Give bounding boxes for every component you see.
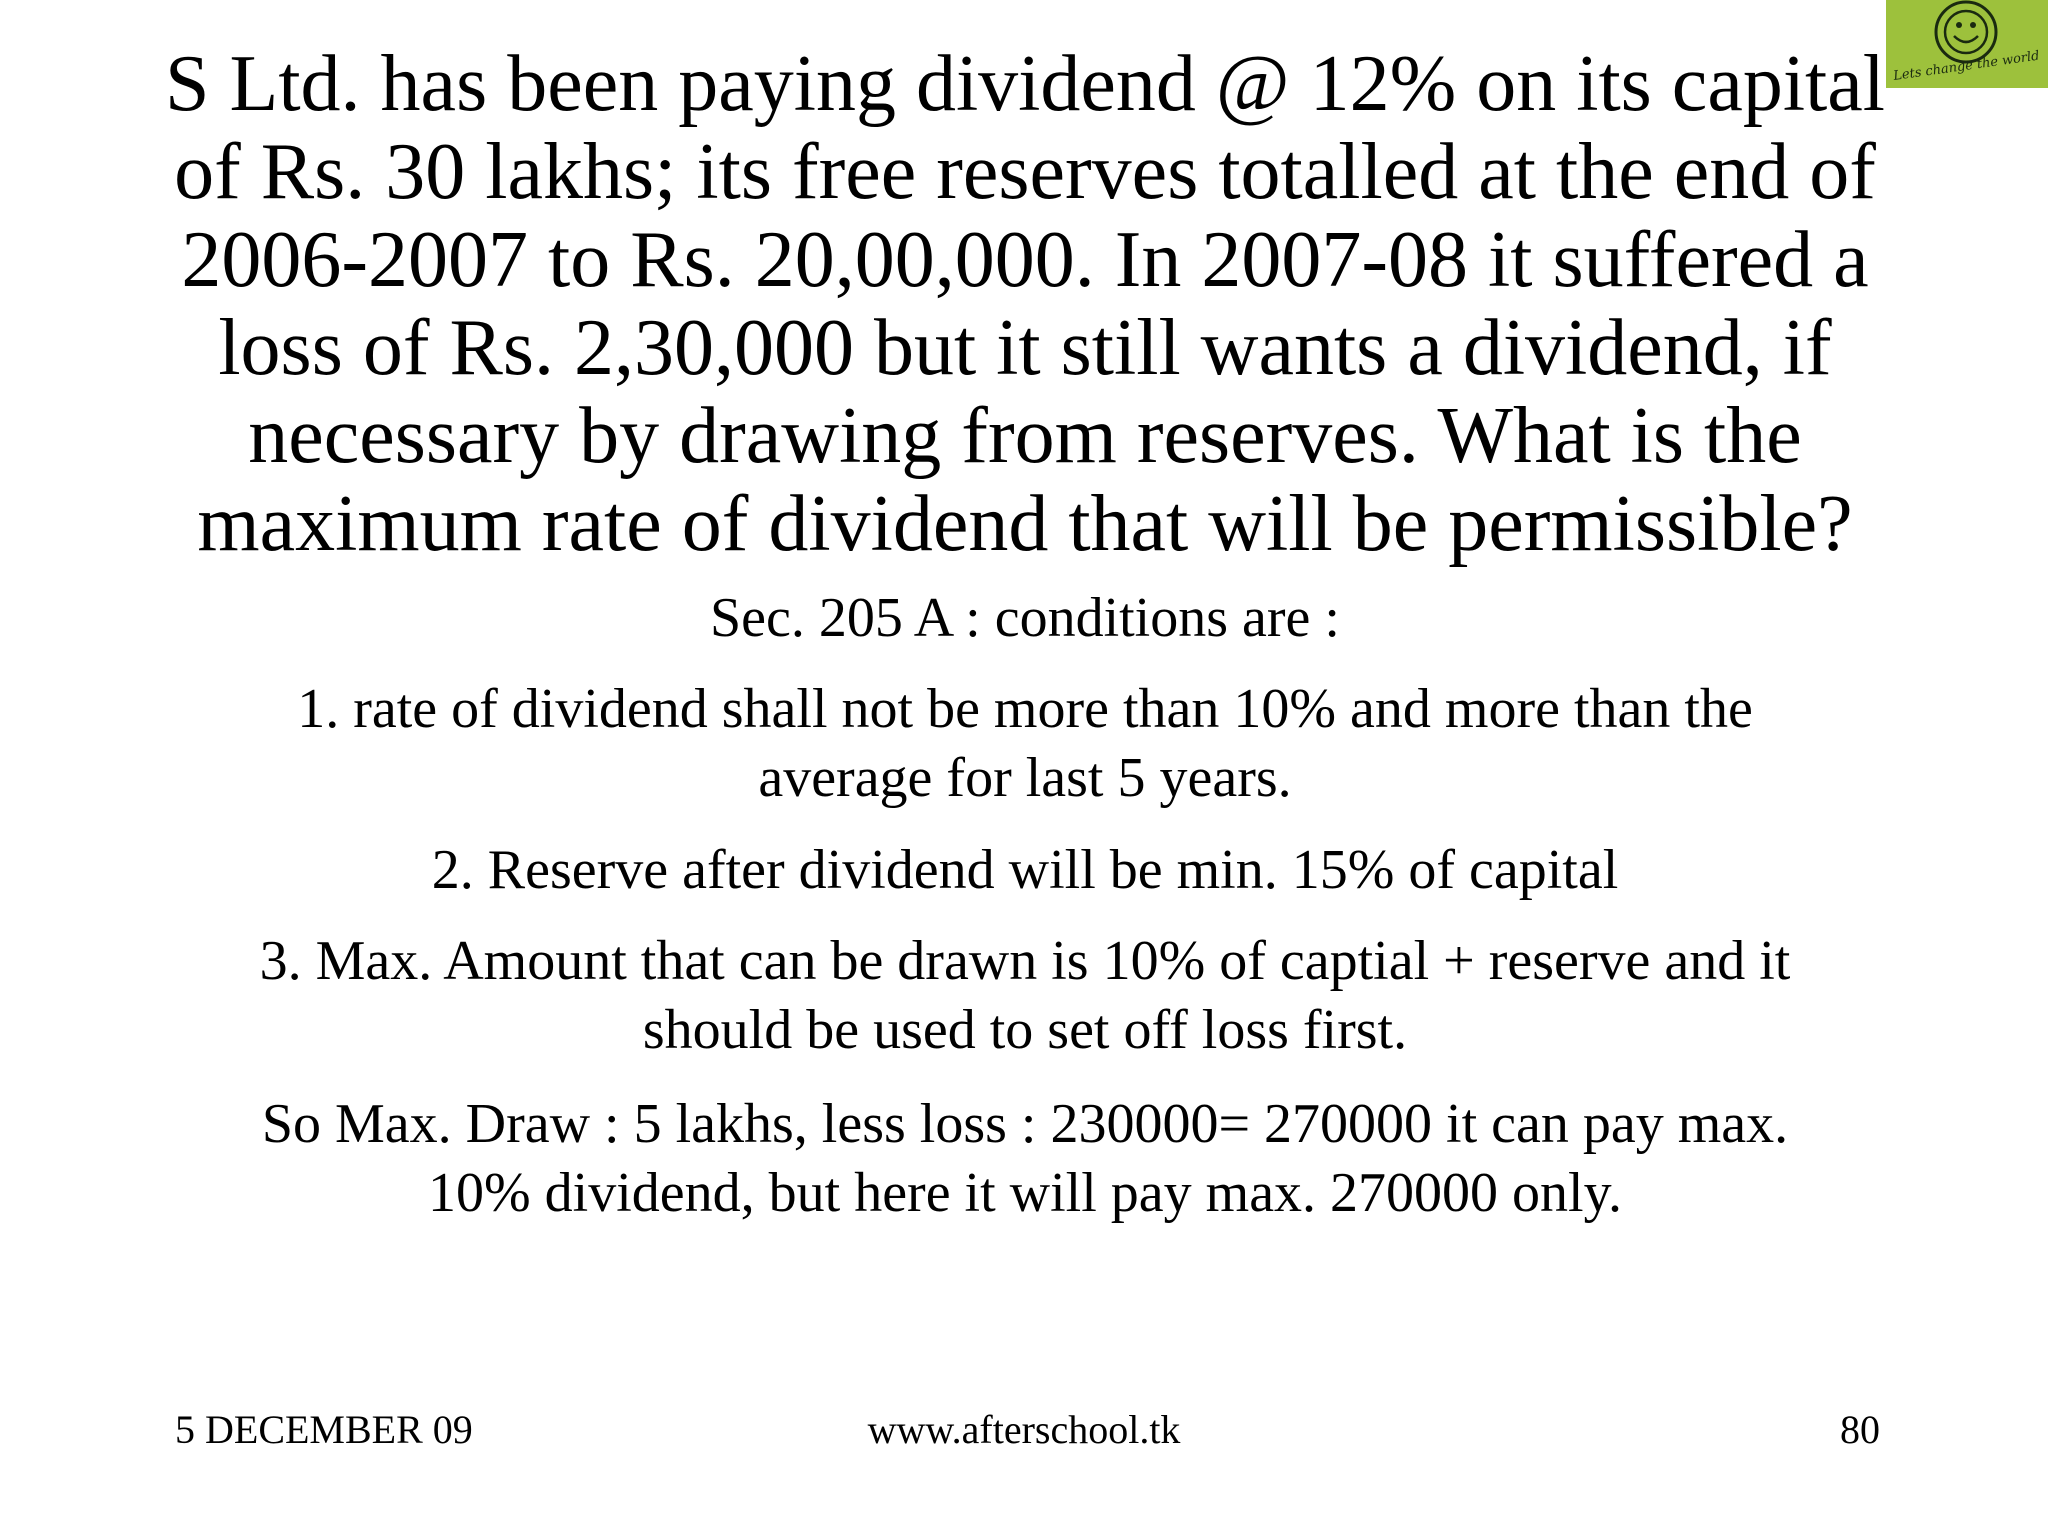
logo-tagline: Lets change the world — [1892, 48, 2041, 84]
question-line: necessary by drawing from reserves. What is the — [248, 392, 1802, 480]
condition-2: 2. Reserve after dividend will be min. 15% of capital — [431, 839, 1619, 901]
logo — [1886, 0, 2048, 88]
condition-3 — [140, 927, 1910, 1065]
footer-website: www.afterschool.tk — [867, 1407, 1181, 1452]
question-line: loss of Rs. 2,30,000 but it still wants a dividend, if — [218, 304, 1832, 392]
condition-3-line-2: should be used to set off loss first. — [642, 999, 1408, 1061]
section-heading: Sec. 205 A : conditions are : — [710, 587, 1340, 649]
condition-1 — [140, 675, 1910, 813]
question-line: 2006-2007 to Rs. 20,00,000. In 2007-08 it suffered a — [181, 216, 1869, 304]
smiley-face-icon — [1886, 0, 2048, 88]
conclusion-line-2: 10% dividend, but here it will pay max. 270000 only. — [428, 1162, 1622, 1224]
footer-date: 5 DECEMBER 09 — [175, 1407, 473, 1452]
footer-page-number: 80 — [1840, 1407, 1880, 1452]
question-text — [140, 40, 1910, 568]
conclusion-line-1: So Max. Draw : 5 lakhs, less loss : 230000= 270000 it can pay max. — [261, 1093, 1789, 1155]
conclusion — [140, 1090, 1910, 1228]
condition-3-line-1: 3. Max. Amount that can be drawn is 10% of captial + reserve and it — [259, 930, 1791, 992]
question-line: maximum rate of dividend that will be permissible? — [197, 480, 1853, 568]
question-line: S Ltd. has been paying dividend @ 12% on its capital — [164, 40, 1886, 128]
question-line: of Rs. 30 lakhs; its free reserves totalled at the end of — [174, 128, 1876, 216]
condition-1-line-1: 1. rate of dividend shall not be more than 10% and more than the — [297, 678, 1753, 740]
condition-1-line-2: average for last 5 years. — [758, 747, 1292, 809]
